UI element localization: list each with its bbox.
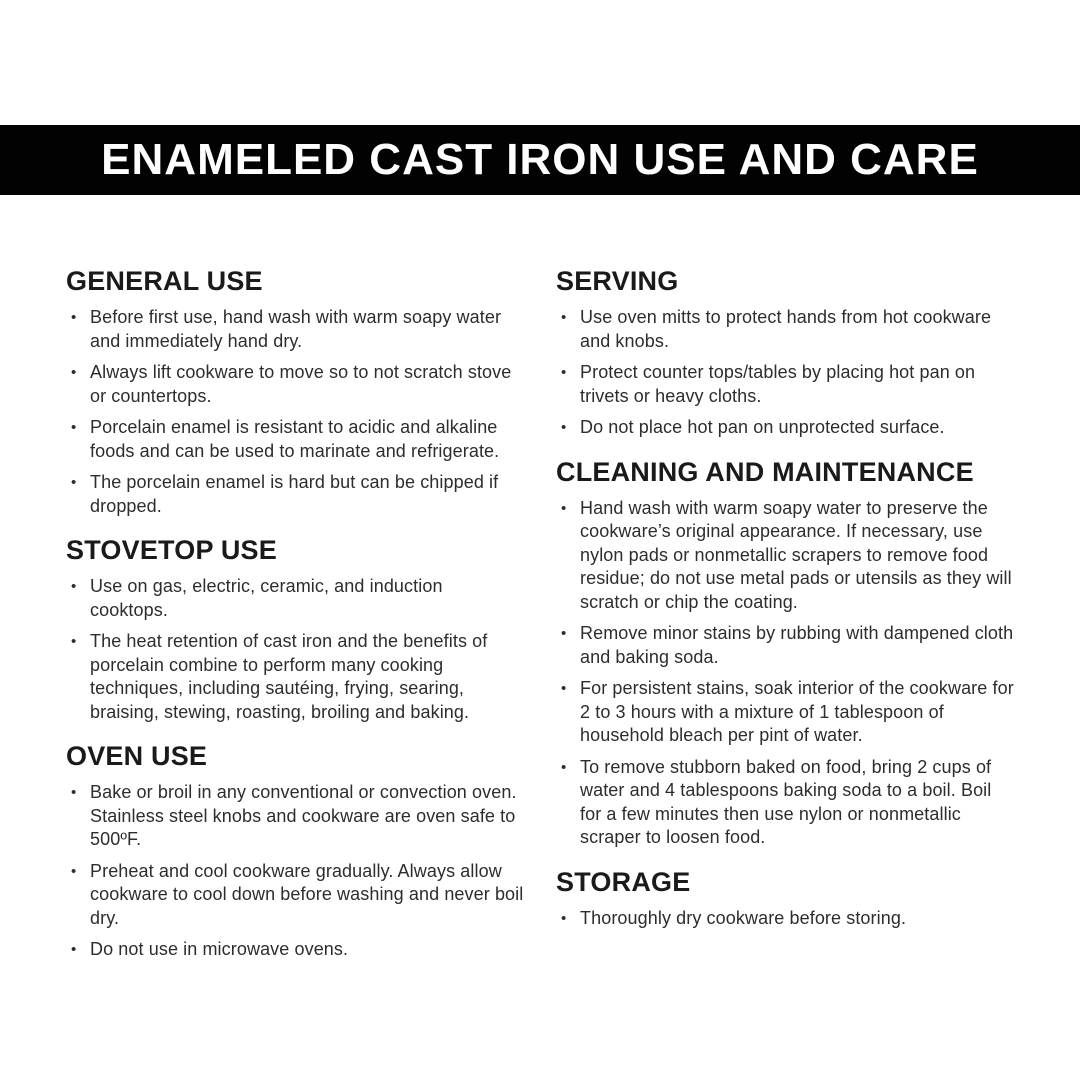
list-item	[66, 630, 524, 724]
section-heading: STOVETOP USE	[66, 535, 277, 566]
bullet-text: Preheat and cool cookware gradually. Always allow cookware to cool down before washing and never boil dry.	[90, 860, 524, 928]
bullet-text: Before first use, hand wash with warm soapy water and immediately hand dry.	[90, 307, 502, 351]
section-serving	[556, 266, 1014, 440]
bullet-text: Protect counter tops/tables by placing hot pan on trivets or heavy cloths.	[580, 362, 976, 406]
bullet-icon: •	[561, 499, 567, 517]
section-heading: SERVING	[556, 266, 679, 296]
bullet-icon: •	[71, 633, 77, 651]
bullet-text: To remove stubborn baked on food, bring 2 cups of water and 4 tablespoons baking soda to a boil. Boil for a few minutes then use nylon or nonmetallic scraper to loosen food.	[580, 756, 992, 848]
bullet-icon: •	[71, 578, 77, 596]
bullet-icon: •	[71, 941, 77, 959]
bullet-text: Use on gas, electric, ceramic, and induction cooktops.	[90, 576, 443, 620]
bullet-text: The heat retention of cast iron and the benefits of porcelain combine to perform many cooking techniques, including sautéing, frying, searing, braising, stewing, roasting, broiling and baking.	[90, 631, 488, 722]
list-item	[556, 622, 1014, 669]
section-heading: GENERAL USE	[66, 266, 263, 296]
left-column	[66, 266, 524, 970]
bullet-text: Thoroughly dry cookware before storing.	[580, 907, 907, 928]
bullet-icon: •	[561, 419, 567, 437]
section-storage	[556, 867, 1014, 931]
bullet-text: Remove minor stains by rubbing with dampened cloth and baking soda.	[580, 623, 1014, 667]
section-cleaning-and-maintenance	[556, 457, 1014, 850]
section-stovetop-use	[66, 535, 524, 724]
list-item	[66, 416, 524, 463]
list-item	[66, 860, 524, 931]
bullet-icon: •	[71, 474, 77, 492]
bullet-text: Porcelain enamel is resistant to acidic and alkaline foods and can be used to marinate and refrigerate.	[90, 417, 500, 461]
bullet-text: The porcelain enamel is hard but can be chipped if dropped.	[90, 472, 499, 516]
section-heading: CLEANING AND MAINTENANCE	[556, 456, 974, 487]
bullet-text: Bake or broil in any conventional or convection oven. Stainless steel knobs and cookware are oven safe to 500ºF.	[90, 782, 517, 850]
list-item	[66, 361, 524, 408]
bullet-icon: •	[561, 625, 567, 643]
list-item	[556, 756, 1014, 850]
list-item	[66, 938, 524, 962]
bullet-text: Always lift cookware to move so to not scratch stove or countertops.	[90, 362, 512, 406]
bullet-icon: •	[561, 758, 567, 776]
title-banner	[0, 125, 1080, 195]
list-item	[556, 677, 1014, 748]
bullet-text: Use oven mitts to protect hands from hot cookware and knobs.	[580, 307, 992, 351]
bullet-icon: •	[71, 419, 77, 437]
list-item	[556, 497, 1014, 615]
bullet-text: Do not place hot pan on unprotected surface.	[580, 417, 945, 438]
list-item	[66, 306, 524, 353]
section-oven-use	[66, 741, 524, 962]
bullet-icon: •	[561, 309, 567, 327]
list-item	[66, 471, 524, 518]
bullet-icon: •	[71, 862, 77, 880]
bullet-icon: •	[561, 909, 567, 927]
bullet-icon: •	[71, 364, 77, 382]
list-item	[66, 781, 524, 852]
list-item	[556, 306, 1014, 353]
bullet-icon: •	[561, 364, 567, 382]
bullet-icon: •	[71, 784, 77, 802]
section-heading: STORAGE	[556, 866, 691, 897]
care-instructions-content	[0, 266, 1080, 970]
bullet-icon: •	[561, 680, 567, 698]
list-item	[66, 575, 524, 622]
bullet-icon: •	[71, 309, 77, 327]
right-column	[556, 266, 1014, 970]
page-title: ENAMELED CAST IRON USE AND CARE	[101, 135, 979, 184]
list-item	[556, 361, 1014, 408]
list-item	[556, 907, 1014, 931]
section-general-use	[66, 266, 524, 518]
list-item	[556, 416, 1014, 440]
bullet-text: For persistent stains, soak interior of the cookware for 2 to 3 hours with a mixture of 1 tablespoon of household bleach per pint of water.	[580, 678, 1014, 746]
section-heading: OVEN USE	[66, 741, 208, 772]
bullet-text: Hand wash with warm soapy water to preserve the cookware’s original appearance. If necessary, use nylon pads or nonmetallic scrapers to remove food residue; do not use metal pads or utensils as they will scratch or chip the coating.	[580, 497, 1012, 612]
bullet-text: Do not use in microwave ovens.	[90, 939, 349, 960]
